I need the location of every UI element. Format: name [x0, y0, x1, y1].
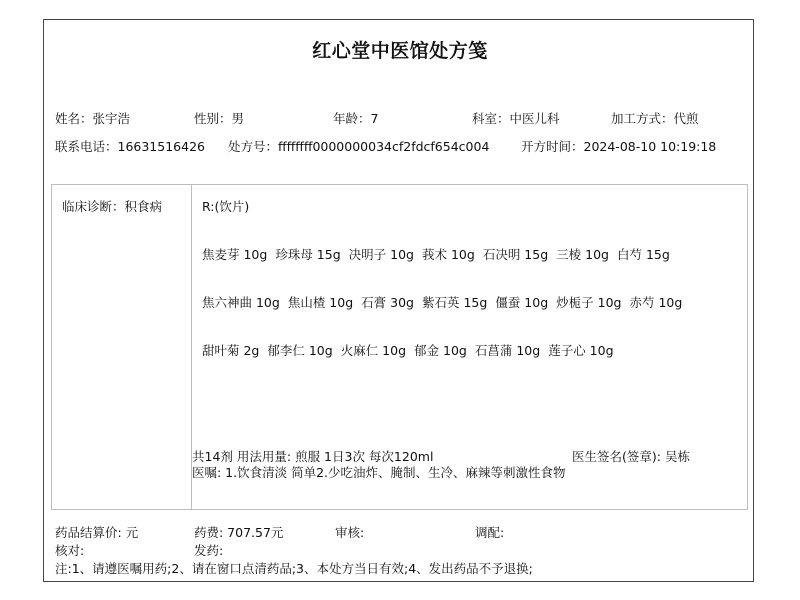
- patient-age: 年龄：7: [333, 111, 379, 126]
- herb-item: 石决明 15g: [482, 247, 549, 262]
- herb-item: 赤芍 10g: [629, 295, 683, 310]
- dispense-label: 调配:: [475, 525, 505, 540]
- herb-item: 焦麦芽 10g: [202, 247, 268, 262]
- herb-line-3: [202, 341, 622, 359]
- herb-item: 三棱 10g: [556, 247, 609, 262]
- herb-line-1: [202, 245, 678, 263]
- herb-item: 焦山楂 10g: [287, 295, 354, 310]
- herb-item: 紫石英 15g: [421, 295, 488, 310]
- usage-instructions: 共14剂 用法用量: 煎服 1日3次 每次120ml: [192, 449, 434, 464]
- herb-item: 郁李仁 10g: [267, 343, 333, 358]
- review-label: 审核:: [335, 525, 365, 540]
- footer-note: 注:1、请遵医嘱用药;2、请在窗口点清药品;3、本处方当日有效;4、发出药品不予退换;: [55, 561, 533, 576]
- rx-header: R:(饮片): [202, 199, 250, 214]
- herb-item: 僵蚕 10g: [495, 295, 549, 310]
- herb-item: 决明子 10g: [348, 247, 414, 262]
- prescription-number: 处方号：ffffffff0000000034cf2fdcf654c004: [228, 139, 490, 154]
- issue-label: 发药:: [194, 543, 224, 558]
- patient-name: 姓名：张宇浩: [55, 111, 131, 126]
- medical-advice: 医嘱: 1.饮食清淡 简单2.少吃油炸、腌制、生冷、麻辣等刺激性食物: [192, 465, 566, 480]
- herb-item: 石膏 30g: [361, 295, 414, 310]
- clinical-diagnosis: 临床诊断：积食病: [62, 199, 163, 214]
- herb-item: 甜叶菊 2g: [202, 343, 260, 358]
- prescription-time: 开方时间：2024-08-10 10:19:18: [521, 139, 717, 154]
- doctor-signature: 医生签名(签章): 吴栋: [572, 449, 690, 464]
- herb-line-2: [202, 293, 690, 311]
- drug-fee: 药费: 707.57元: [194, 525, 284, 540]
- settlement-price: 药品结算价: 元: [55, 525, 139, 540]
- patient-phone: 联系电话：16631516426: [55, 139, 205, 154]
- herb-item: 炒栀子 10g: [556, 295, 622, 310]
- herb-item: 焦六神曲 10g: [202, 295, 280, 310]
- processing-method: 加工方式：代煎: [611, 111, 699, 126]
- herb-item: 珍珠母 15g: [275, 247, 341, 262]
- herb-item: 莪术 10g: [421, 247, 475, 262]
- herb-item: 火麻仁 10g: [340, 343, 407, 358]
- herb-item: 石菖蒲 10g: [474, 343, 541, 358]
- page-title: 红心堂中医馆处方笺: [312, 40, 488, 62]
- patient-department: 科室：中医儿科: [472, 111, 560, 126]
- herb-item: 莲子心 10g: [548, 343, 614, 358]
- patient-gender: 性别：男: [194, 111, 245, 126]
- herb-item: 郁金 10g: [414, 343, 467, 358]
- check-label: 核对:: [55, 543, 85, 558]
- herb-item: 白芍 15g: [616, 247, 670, 262]
